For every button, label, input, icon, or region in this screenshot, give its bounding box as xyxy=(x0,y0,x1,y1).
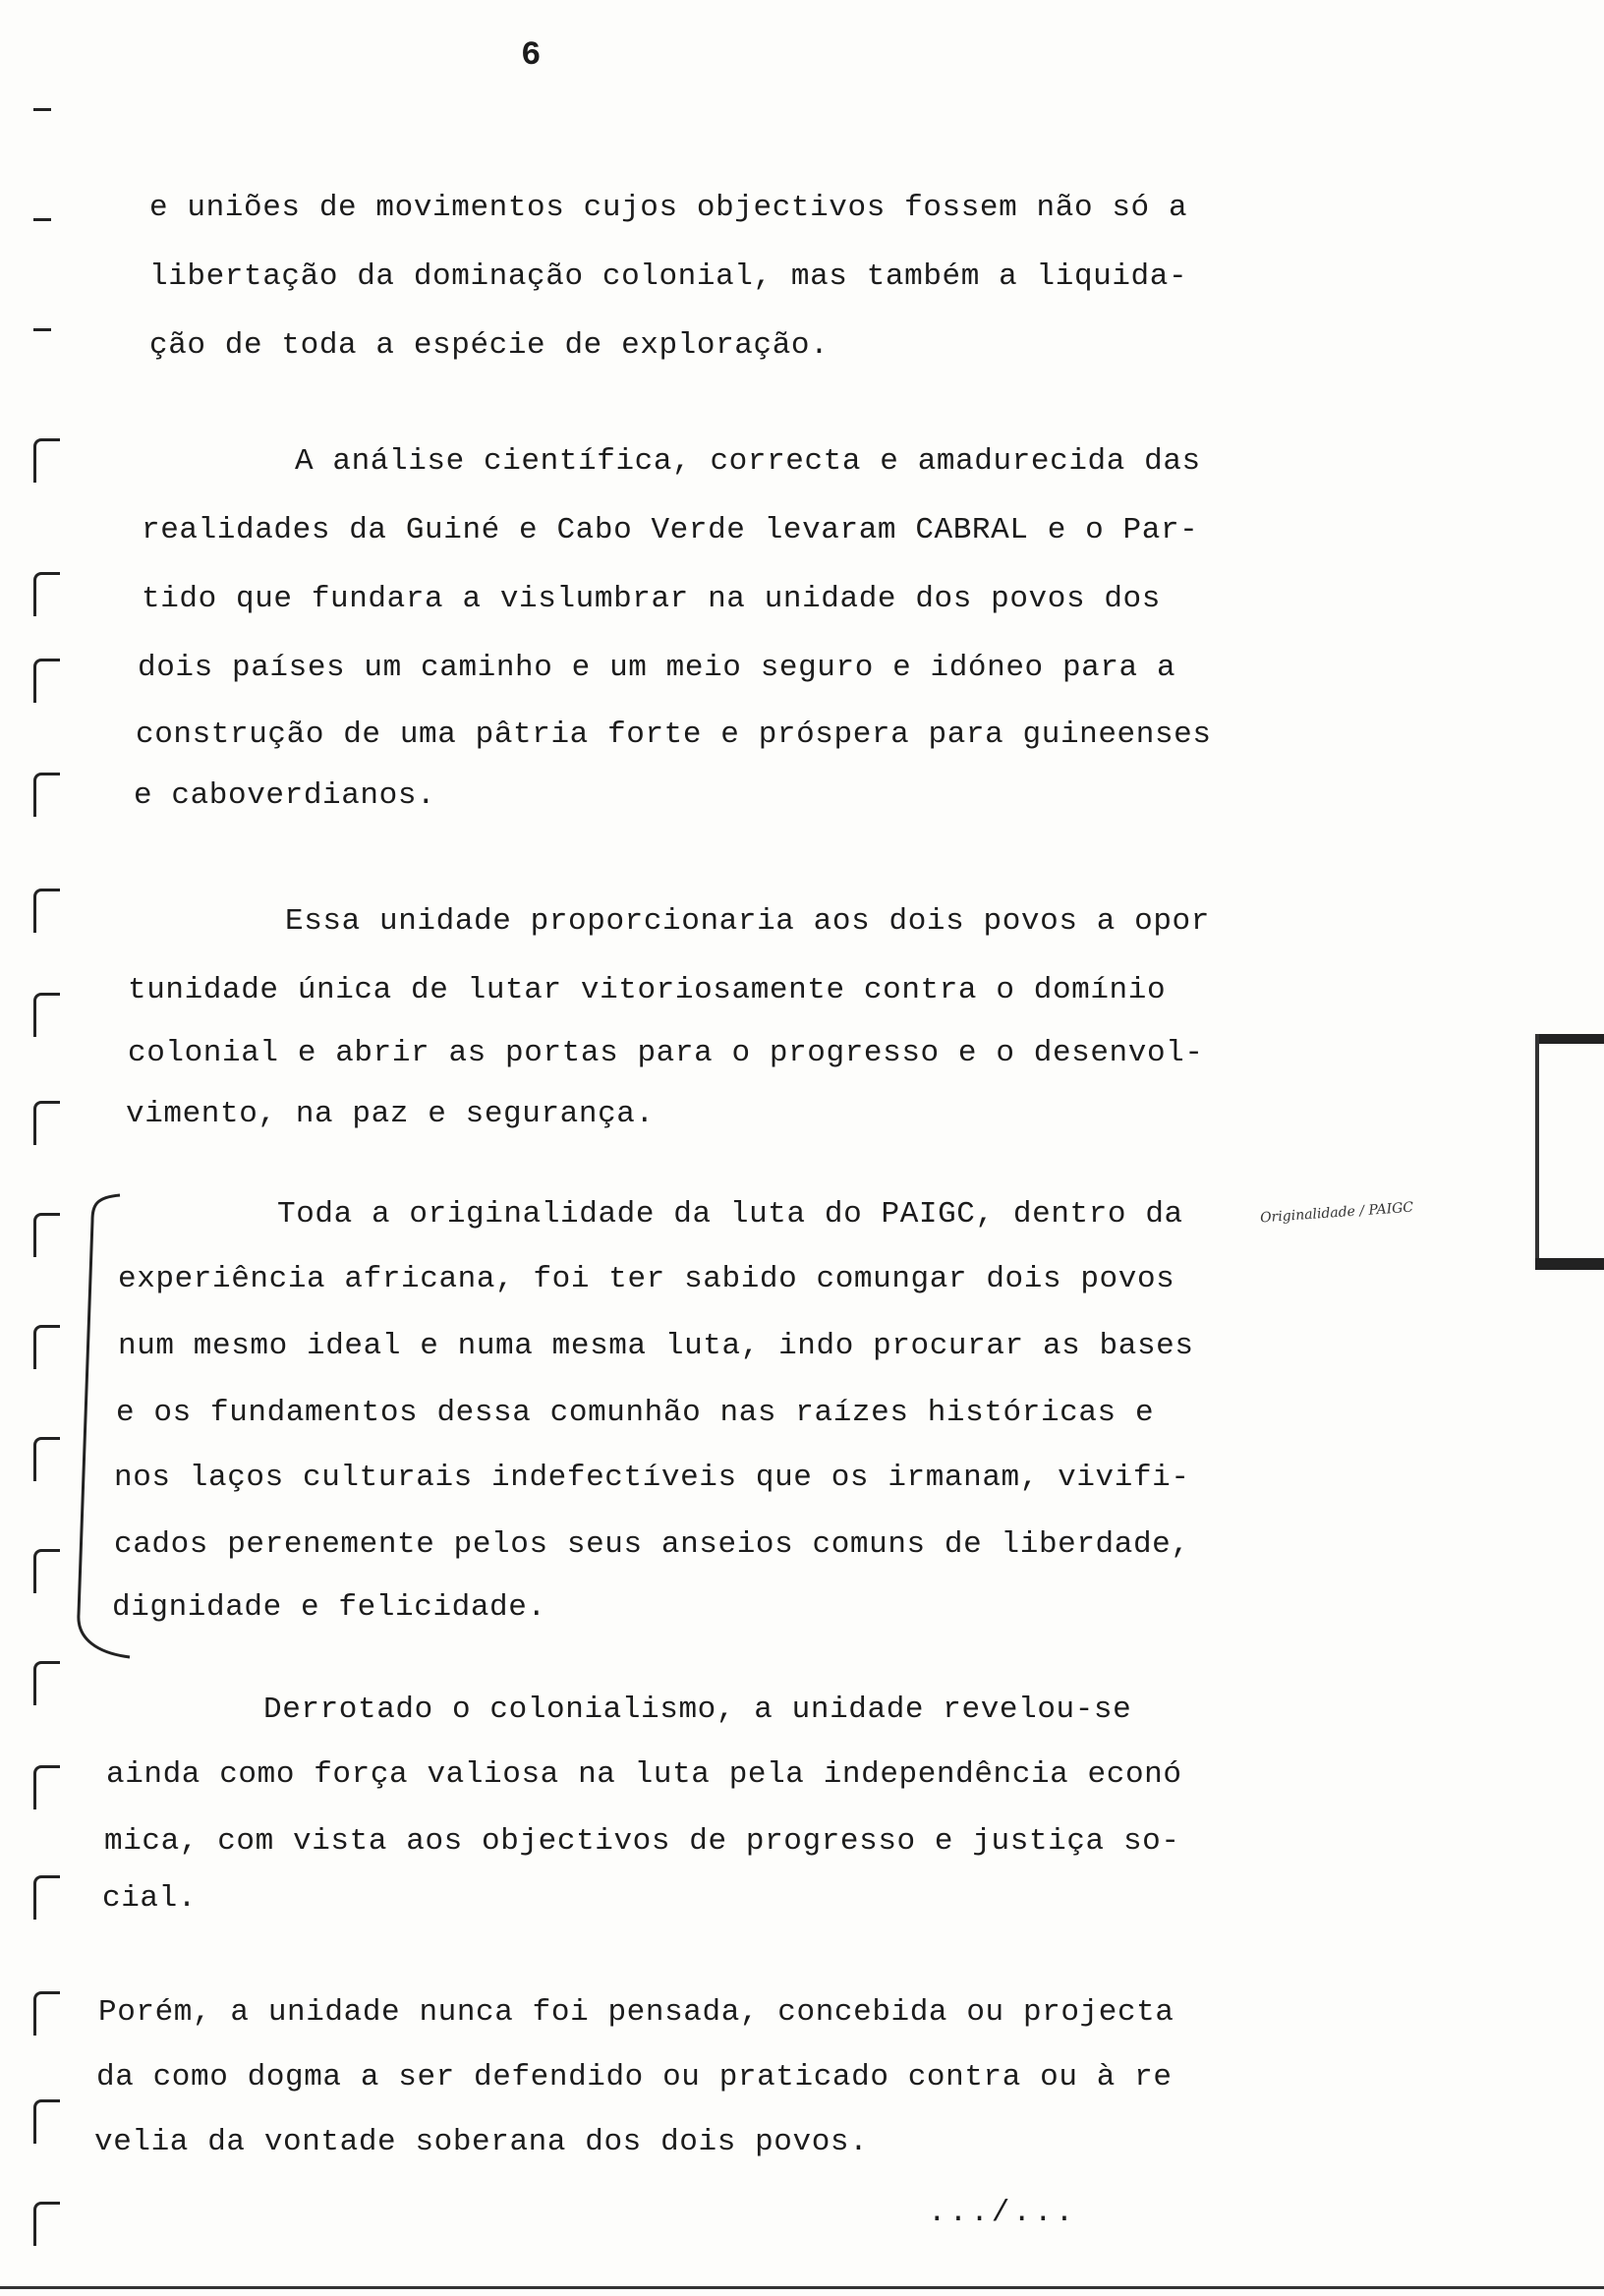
margin-tick xyxy=(33,108,51,111)
text-line: ção de toda a espécie de exploração. xyxy=(149,328,830,363)
text-line: Toda a originalidade da luta do PAIGC, dentro da xyxy=(277,1197,1183,1232)
text-line: Essa unidade proporcionaria aos dois povos a opor xyxy=(285,904,1210,939)
text-line: da como dogma a ser defendido ou praticado contra ou à re xyxy=(96,2060,1173,2095)
text-line: e uniões de movimentos cujos objectivos fossem não só a xyxy=(149,191,1188,225)
text-line: e os fundamentos dessa comunhão nas raízes históricas e xyxy=(116,1396,1155,1430)
margin-tick xyxy=(33,1661,60,1705)
margin-tick xyxy=(33,1991,60,2036)
margin-tick xyxy=(33,1549,60,1593)
margin-tick xyxy=(33,2202,60,2246)
margin-tick xyxy=(33,889,60,933)
text-line: libertação da dominação colonial, mas também a liquida- xyxy=(149,259,1188,294)
text-line: colonial e abrir as portas para o progresso e o desenvol- xyxy=(128,1036,1204,1070)
text-line: mica, com vista aos objectivos de progresso e justiça so- xyxy=(104,1824,1180,1859)
continuation-mark: .../... xyxy=(928,2196,1077,2230)
margin-tick xyxy=(33,328,51,331)
margin-note: Originalidade / PAIGC xyxy=(1259,1199,1414,1227)
margin-tick xyxy=(33,1765,60,1809)
margin-tick xyxy=(33,993,60,1037)
margin-tick xyxy=(33,1101,60,1145)
margin-tick xyxy=(33,2099,60,2144)
text-line: dignidade e felicidade. xyxy=(112,1590,546,1625)
text-line: experiência africana, foi ter sabido comungar dois povos xyxy=(118,1262,1175,1296)
text-line: dois países um caminho e um meio seguro e idóneo para a xyxy=(138,651,1176,685)
margin-tick xyxy=(33,1213,60,1257)
margin-tick xyxy=(33,218,51,221)
text-line: vimento, na paz e segurança. xyxy=(126,1097,655,1131)
margin-tick xyxy=(33,1437,60,1481)
text-line: A análise científica, correcta e amadurecida das xyxy=(295,444,1201,479)
text-line: tido que fundara a vislumbrar na unidade dos povos dos xyxy=(142,582,1161,616)
text-line: velia da vontade soberana dos dois povos. xyxy=(94,2125,869,2159)
page-edge-mark xyxy=(1535,1034,1604,1270)
page-bottom-edge xyxy=(0,2286,1604,2289)
margin-tick xyxy=(33,438,60,483)
text-line: nos laços culturais indefectíveis que os irmanam, vivifi- xyxy=(114,1461,1190,1495)
margin-bracket xyxy=(69,1191,138,1663)
margin-tick xyxy=(33,773,60,817)
text-line: Derrotado o colonialismo, a unidade revelou-se xyxy=(263,1693,1132,1727)
text-line: tunidade única de lutar vitoriosamente contra o domínio xyxy=(128,973,1167,1007)
text-line: construção de uma pâtria forte e próspera para guineenses xyxy=(136,718,1212,752)
text-line: e caboverdianos. xyxy=(134,778,436,813)
text-line: ainda como força valiosa na luta pela independência econó xyxy=(106,1757,1182,1792)
text-line: Porém, a unidade nunca foi pensada, concebida ou projecta xyxy=(98,1995,1174,2030)
margin-tick xyxy=(33,572,60,616)
page-number: 6 xyxy=(521,37,542,75)
margin-tick xyxy=(33,1325,60,1369)
text-line: realidades da Guiné e Cabo Verde levaram CABRAL e o Par- xyxy=(142,513,1199,547)
text-line: cados perenemente pelos seus anseios comuns de liberdade, xyxy=(114,1527,1190,1562)
text-line: cial. xyxy=(102,1881,198,1916)
text-line: num mesmo ideal e numa mesma luta, indo procurar as bases xyxy=(118,1329,1194,1363)
margin-tick xyxy=(33,659,60,703)
margin-tick xyxy=(33,1875,60,1920)
